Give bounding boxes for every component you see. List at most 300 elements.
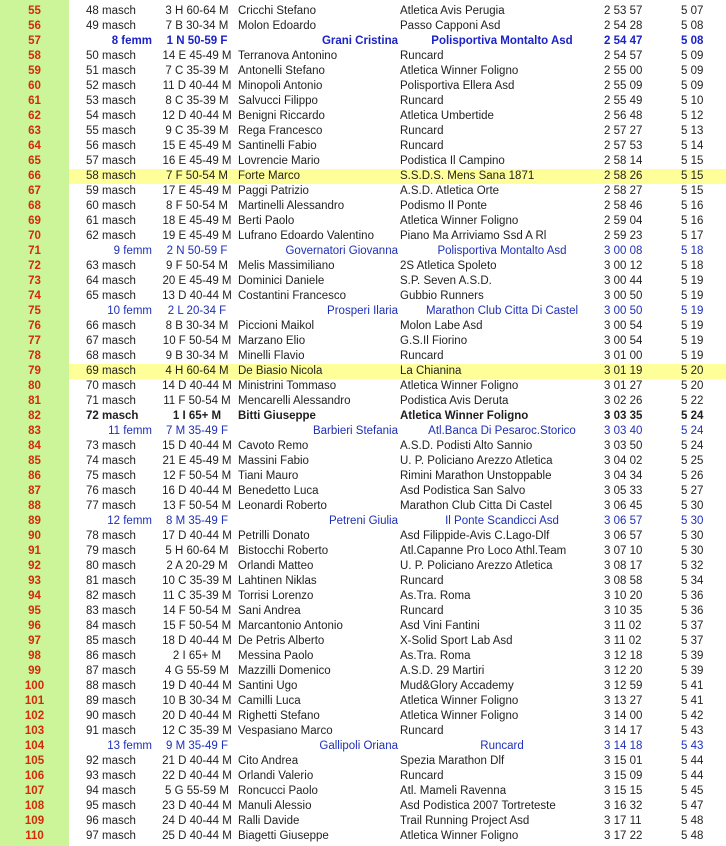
pace-per-km: 5 39 <box>681 650 704 662</box>
club-name: Atletica Winner Foligno <box>400 710 519 722</box>
finish-time: 2 58 14 <box>604 155 643 167</box>
athlete-name: Antonelli Stefano <box>238 65 325 77</box>
gender-rank: 61 masch <box>86 215 136 227</box>
overall-position: 100 <box>24 680 45 692</box>
category-rank: 7 C 35-39 M <box>165 65 229 77</box>
category-rank: 12 F 50-54 M <box>162 470 232 482</box>
table-row <box>0 799 726 814</box>
athlete-name: Salvucci Filippo <box>238 95 318 107</box>
athlete-name: Benigni Riccardo <box>238 110 325 122</box>
table-row <box>0 34 726 49</box>
pace-per-km: 5 24 <box>681 410 704 422</box>
table-row <box>0 154 726 169</box>
overall-position: 64 <box>28 140 41 152</box>
finish-time: 3 04 34 <box>604 470 643 482</box>
table-row <box>0 379 726 394</box>
pace-per-km: 5 32 <box>681 560 704 572</box>
club-name: X-Solid Sport Lab Asd <box>400 635 513 647</box>
category-rank: 2 L 20-34 F <box>167 305 227 317</box>
finish-time: 3 00 12 <box>604 260 643 272</box>
athlete-name: Orlandi Matteo <box>238 560 314 572</box>
table-row <box>0 694 726 709</box>
gender-rank: 12 femm <box>107 515 152 527</box>
category-rank: 12 D 40-44 M <box>162 110 232 122</box>
category-rank: 16 E 45-49 M <box>162 155 232 167</box>
category-rank: 17 E 45-49 M <box>162 185 232 197</box>
athlete-name: Prosperi Ilaria <box>327 305 398 317</box>
club-name: Atletica Winner Foligno <box>400 65 519 77</box>
category-rank: 9 B 30-34 M <box>165 350 229 362</box>
finish-time: 3 00 54 <box>604 320 643 332</box>
athlete-name: Dominici Daniele <box>238 275 325 287</box>
athlete-name: Martinelli Alessandro <box>238 200 345 212</box>
overall-position: 85 <box>28 455 41 467</box>
table-row <box>0 754 726 769</box>
category-rank: 20 D 40-44 M <box>162 710 232 722</box>
category-rank: 14 E 45-49 M <box>162 50 232 62</box>
table-row <box>0 79 726 94</box>
gender-rank: 87 masch <box>86 665 136 677</box>
athlete-name: De Biasio Nicola <box>238 365 323 377</box>
overall-position: 68 <box>28 200 41 212</box>
gender-rank: 9 femm <box>113 245 152 257</box>
finish-time: 3 10 20 <box>604 590 643 602</box>
overall-position: 102 <box>24 710 45 722</box>
category-rank: 24 D 40-44 M <box>162 815 232 827</box>
category-rank: 8 F 50-54 M <box>166 200 228 212</box>
finish-time: 2 59 23 <box>604 230 643 242</box>
athlete-name: Berti Paolo <box>238 215 295 227</box>
club-name: Molon Labe Asd <box>400 320 483 332</box>
gender-rank: 72 masch <box>86 410 139 422</box>
table-row <box>0 679 726 694</box>
gender-rank: 95 masch <box>86 800 136 812</box>
club-name: U. P. Policiano Arezzo Atletica <box>400 455 553 467</box>
club-name: Atl.Banca Di Pesaroc.Storico <box>428 425 576 437</box>
gender-rank: 55 masch <box>86 125 136 137</box>
club-name: As.Tra. Roma <box>400 650 471 662</box>
overall-position: 104 <box>24 740 45 752</box>
finish-time: 2 54 57 <box>604 50 643 62</box>
pace-per-km: 5 48 <box>681 815 704 827</box>
athlete-name: Cavoto Remo <box>238 440 309 452</box>
overall-position: 95 <box>28 605 41 617</box>
pace-per-km: 5 10 <box>681 95 704 107</box>
athlete-name: Molon Edoardo <box>238 20 316 32</box>
club-name: Spezia Marathon Dlf <box>400 755 505 767</box>
table-row <box>0 349 726 364</box>
category-rank: 10 B 30-34 M <box>162 695 232 707</box>
finish-time: 3 14 00 <box>604 710 643 722</box>
pace-per-km: 5 24 <box>681 440 704 452</box>
athlete-name: Cito Andrea <box>238 755 299 767</box>
club-name: Runcard <box>400 725 444 737</box>
gender-rank: 66 masch <box>86 320 136 332</box>
table-row <box>0 394 726 409</box>
club-name: As.Tra. Roma <box>400 590 471 602</box>
overall-position: 70 <box>28 230 41 242</box>
pace-per-km: 5 17 <box>681 230 704 242</box>
gender-rank: 94 masch <box>86 785 136 797</box>
gender-rank: 50 masch <box>86 50 136 62</box>
category-rank: 11 F 50-54 M <box>163 395 231 407</box>
club-name: Atletica Winner Foligno <box>400 410 529 422</box>
club-name: Gubbio Runners <box>400 290 484 302</box>
category-rank: 15 E 45-49 M <box>162 140 232 152</box>
finish-time: 3 05 33 <box>604 485 643 497</box>
finish-time: 2 57 53 <box>604 140 643 152</box>
club-name: Runcard <box>400 95 444 107</box>
overall-position: 97 <box>28 635 41 647</box>
athlete-name: Barbieri Stefania <box>312 425 398 437</box>
club-name: Rimini Marathon Unstoppable <box>400 470 552 482</box>
club-name: Atletica Umbertide <box>400 110 494 122</box>
table-row <box>0 709 726 724</box>
athlete-name: Orlandi Valerio <box>238 770 314 782</box>
club-name: Atl. Mameli Ravenna <box>400 785 507 797</box>
category-rank: 4 H 60-64 M <box>165 365 229 377</box>
athlete-name: Forte Marco <box>238 170 300 182</box>
category-rank: 2 I 65+ M <box>172 650 222 662</box>
finish-time: 3 00 50 <box>604 290 643 302</box>
pace-per-km: 5 24 <box>681 425 704 437</box>
overall-position: 83 <box>28 425 41 437</box>
pace-per-km: 5 47 <box>681 800 704 812</box>
gender-rank: 57 masch <box>86 155 136 167</box>
gender-rank: 48 masch <box>86 5 136 17</box>
overall-position: 72 <box>28 260 41 272</box>
finish-time: 3 07 10 <box>604 545 643 557</box>
athlete-name: Sani Andrea <box>238 605 301 617</box>
finish-time: 3 01 00 <box>604 350 643 362</box>
gender-rank: 83 masch <box>86 605 136 617</box>
overall-position: 84 <box>28 440 41 452</box>
pace-per-km: 5 44 <box>681 755 704 767</box>
finish-time: 2 57 27 <box>604 125 643 137</box>
club-name: Atletica Winner Foligno <box>400 830 519 842</box>
finish-time: 3 12 59 <box>604 680 643 692</box>
finish-time: 3 08 58 <box>604 575 643 587</box>
table-row <box>0 139 726 154</box>
pace-per-km: 5 36 <box>681 605 704 617</box>
category-rank: 23 D 40-44 M <box>162 800 232 812</box>
pace-per-km: 5 12 <box>681 110 704 122</box>
finish-time: 2 53 57 <box>604 5 643 17</box>
pace-per-km: 5 19 <box>681 320 704 332</box>
athlete-name: Santini Ugo <box>238 680 298 692</box>
overall-position: 67 <box>28 185 41 197</box>
category-rank: 7 F 50-54 M <box>166 170 228 182</box>
athlete-name: Messina Paolo <box>238 650 314 662</box>
gender-rank: 62 masch <box>86 230 136 242</box>
pace-per-km: 5 41 <box>681 680 704 692</box>
club-name: A.S.D. Atletica Orte <box>400 185 500 197</box>
table-row <box>0 274 726 289</box>
overall-position: 101 <box>24 695 45 707</box>
gender-rank: 90 masch <box>86 710 136 722</box>
pace-per-km: 5 45 <box>681 785 704 797</box>
overall-position: 76 <box>28 320 41 332</box>
table-row <box>0 199 726 214</box>
finish-time: 3 17 11 <box>604 815 642 827</box>
athlete-name: Paggi Patrizio <box>238 185 309 197</box>
category-rank: 1 N 50-59 F <box>166 35 228 47</box>
table-row <box>0 319 726 334</box>
club-name: Mud&Glory Accademy <box>400 680 514 692</box>
finish-time: 2 54 28 <box>604 20 643 32</box>
category-rank: 9 F 50-54 M <box>166 260 228 272</box>
gender-rank: 92 masch <box>86 755 136 767</box>
club-name: Marathon Club Citta Di Castel <box>425 305 579 317</box>
pace-per-km: 5 19 <box>681 335 704 347</box>
pace-per-km: 5 09 <box>681 50 704 62</box>
pace-per-km: 5 27 <box>681 485 704 497</box>
finish-time: 3 00 50 <box>604 305 643 317</box>
overall-position: 58 <box>28 50 41 62</box>
category-rank: 7 M 35-49 F <box>166 425 228 437</box>
table-row <box>0 574 726 589</box>
gender-rank: 82 masch <box>86 590 136 602</box>
category-rank: 12 C 35-39 M <box>162 725 232 737</box>
club-name: A.S.D. Podisti Alto Sannio <box>400 440 533 452</box>
club-name: Atletica Winner Foligno <box>400 215 519 227</box>
club-name: Passo Capponi Asd <box>400 20 501 32</box>
table-row <box>0 724 726 739</box>
table-row <box>0 649 726 664</box>
finish-time: 3 11 02 <box>604 620 642 632</box>
table-row <box>0 304 726 319</box>
club-name: G.S.Il Fiorino <box>400 335 468 347</box>
gender-rank: 76 masch <box>86 485 136 497</box>
finish-time: 2 55 49 <box>604 95 643 107</box>
overall-position: 105 <box>24 755 45 767</box>
gender-rank: 60 masch <box>86 200 136 212</box>
category-rank: 20 E 45-49 M <box>162 275 232 287</box>
club-name: Piano Ma Arriviamo Ssd A Rl <box>400 230 547 242</box>
finish-time: 3 03 50 <box>604 440 643 452</box>
category-rank: 19 E 45-49 M <box>162 230 232 242</box>
overall-position: 80 <box>28 380 41 392</box>
club-name: Runcard <box>400 575 444 587</box>
athlete-name: Leonardi Roberto <box>238 500 327 512</box>
category-rank: 4 G 55-59 M <box>165 665 229 677</box>
gender-rank: 96 masch <box>86 815 136 827</box>
athlete-name: Tiani Mauro <box>238 470 299 482</box>
club-name: Runcard <box>400 770 444 782</box>
gender-rank: 88 masch <box>86 680 136 692</box>
pace-per-km: 5 43 <box>681 740 704 752</box>
table-row <box>0 124 726 139</box>
finish-time: 3 17 22 <box>604 830 643 842</box>
gender-rank: 8 femm <box>111 35 152 47</box>
overall-position: 73 <box>28 275 41 287</box>
finish-time: 3 15 09 <box>604 770 643 782</box>
overall-position: 99 <box>28 665 41 677</box>
category-rank: 18 E 45-49 M <box>162 215 232 227</box>
table-row <box>0 769 726 784</box>
club-name: Asd Vini Fantini <box>400 620 480 632</box>
athlete-name: Grani Cristina <box>321 35 398 47</box>
overall-position: 103 <box>24 725 45 737</box>
overall-position: 96 <box>28 620 41 632</box>
gender-rank: 77 masch <box>86 500 136 512</box>
club-name: Runcard <box>400 350 444 362</box>
athlete-name: Roncucci Paolo <box>238 785 318 797</box>
gender-rank: 97 masch <box>86 830 136 842</box>
table-row <box>0 184 726 199</box>
category-rank: 25 D 40-44 M <box>162 830 232 842</box>
athlete-name: De Petris Alberto <box>238 635 325 647</box>
gender-rank: 86 masch <box>86 650 136 662</box>
pace-per-km: 5 19 <box>681 305 704 317</box>
club-name: Polisportiva Montalto Asd <box>437 245 567 257</box>
table-row <box>0 424 726 439</box>
club-name: Podistica Il Campino <box>400 155 505 167</box>
finish-time: 3 01 27 <box>604 380 643 392</box>
category-rank: 16 D 40-44 M <box>162 485 232 497</box>
overall-position: 82 <box>28 410 41 422</box>
pace-per-km: 5 39 <box>681 665 704 677</box>
table-row <box>0 544 726 559</box>
gender-rank: 68 masch <box>86 350 136 362</box>
gender-rank: 67 masch <box>86 335 136 347</box>
athlete-name: Manuli Alessio <box>238 800 312 812</box>
finish-time: 2 54 47 <box>604 35 643 47</box>
gender-rank: 91 masch <box>86 725 136 737</box>
finish-time: 3 10 35 <box>604 605 643 617</box>
category-rank: 5 G 55-59 M <box>165 785 229 797</box>
athlete-name: Rega Francesco <box>238 125 323 137</box>
athlete-name: Ministrini Tommaso <box>238 380 337 392</box>
athlete-name: Lahtinen Niklas <box>238 575 317 587</box>
gender-rank: 59 masch <box>86 185 136 197</box>
overall-position: 86 <box>28 470 41 482</box>
table-row <box>0 454 726 469</box>
club-name: Atletica Winner Foligno <box>400 695 519 707</box>
table-row <box>0 49 726 64</box>
club-name: Runcard <box>400 125 444 137</box>
athlete-name: Bitti Giuseppe <box>238 410 316 422</box>
athlete-name: Petrilli Donato <box>238 530 310 542</box>
overall-position: 91 <box>28 545 41 557</box>
table-row <box>0 409 726 424</box>
pace-per-km: 5 30 <box>681 500 704 512</box>
table-row <box>0 604 726 619</box>
category-rank: 9 M 35-49 F <box>166 740 228 752</box>
pace-per-km: 5 43 <box>681 725 704 737</box>
category-rank: 15 D 40-44 M <box>162 440 232 452</box>
athlete-name: Piccioni Maikol <box>238 320 315 332</box>
table-row <box>0 334 726 349</box>
finish-time: 3 15 15 <box>604 785 643 797</box>
gender-rank: 51 masch <box>86 65 136 77</box>
finish-time: 3 00 54 <box>604 335 643 347</box>
overall-position: 79 <box>28 365 41 377</box>
table-row <box>0 214 726 229</box>
overall-position: 65 <box>28 155 41 167</box>
overall-position: 61 <box>28 95 41 107</box>
gender-rank: 54 masch <box>86 110 136 122</box>
overall-position: 87 <box>28 485 41 497</box>
athlete-name: Torrisi Lorenzo <box>238 590 314 602</box>
category-rank: 13 D 40-44 M <box>162 290 232 302</box>
pace-per-km: 5 22 <box>681 395 704 407</box>
gender-rank: 64 masch <box>86 275 136 287</box>
athlete-name: Camilli Luca <box>238 695 301 707</box>
athlete-name: Mencarelli Alessandro <box>238 395 351 407</box>
overall-position: 66 <box>28 170 41 182</box>
pace-per-km: 5 20 <box>681 380 704 392</box>
category-rank: 8 C 35-39 M <box>165 95 229 107</box>
club-name: La Chianina <box>400 365 462 377</box>
pace-per-km: 5 41 <box>681 695 704 707</box>
category-rank: 13 F 50-54 M <box>162 500 232 512</box>
pace-per-km: 5 15 <box>681 185 704 197</box>
category-rank: 2 A 20-29 M <box>166 560 228 572</box>
pace-per-km: 5 13 <box>681 125 704 137</box>
pace-per-km: 5 20 <box>681 365 704 377</box>
athlete-name: Minelli Flavio <box>238 350 305 362</box>
athlete-name: Massini Fabio <box>238 455 309 467</box>
finish-time: 3 03 35 <box>604 410 643 422</box>
club-name: Atl.Capanne Pro Loco Athl.Team <box>400 545 567 557</box>
category-rank: 22 D 40-44 M <box>162 770 232 782</box>
pace-per-km: 5 19 <box>681 290 704 302</box>
table-row <box>0 244 726 259</box>
overall-position: 60 <box>28 80 41 92</box>
table-row <box>0 109 726 124</box>
overall-position: 74 <box>28 290 41 302</box>
gender-rank: 93 masch <box>86 770 136 782</box>
overall-position: 75 <box>28 305 41 317</box>
table-row <box>0 619 726 634</box>
overall-position: 98 <box>28 650 41 662</box>
club-name: Polisportiva Montalto Asd <box>431 35 573 47</box>
club-name: Podismo Il Ponte <box>400 200 487 212</box>
athlete-name: Lufrano Edoardo Valentino <box>238 230 374 242</box>
category-rank: 5 H 60-64 M <box>165 545 229 557</box>
athlete-name: Gallipoli Oriana <box>319 740 398 752</box>
gender-rank: 75 masch <box>86 470 136 482</box>
pace-per-km: 5 07 <box>681 5 704 17</box>
gender-rank: 81 masch <box>86 575 136 587</box>
overall-position: 93 <box>28 575 41 587</box>
finish-time: 3 06 57 <box>604 515 643 527</box>
finish-time: 2 58 46 <box>604 200 643 212</box>
overall-position: 108 <box>24 800 45 812</box>
gender-rank: 53 masch <box>86 95 136 107</box>
table-row <box>0 499 726 514</box>
athlete-name: Righetti Stefano <box>238 710 320 722</box>
finish-time: 3 11 02 <box>604 635 642 647</box>
category-rank: 21 D 40-44 M <box>162 755 232 767</box>
club-name: Polisportiva Ellera Asd <box>400 80 515 92</box>
club-name: Marathon Club Citta Di Castel <box>400 500 553 512</box>
club-name: Runcard <box>400 50 444 62</box>
category-rank: 1 I 65+ M <box>172 410 222 422</box>
category-rank: 17 D 40-44 M <box>162 530 232 542</box>
pace-per-km: 5 19 <box>681 275 704 287</box>
overall-position: 109 <box>24 815 45 827</box>
pace-per-km: 5 37 <box>681 635 704 647</box>
finish-time: 3 01 19 <box>604 365 643 377</box>
overall-position: 106 <box>24 770 45 782</box>
finish-time: 3 06 45 <box>604 500 643 512</box>
finish-time: 3 03 40 <box>604 425 643 437</box>
finish-time: 2 58 27 <box>604 185 643 197</box>
category-rank: 19 D 40-44 M <box>162 680 232 692</box>
gender-rank: 70 masch <box>86 380 136 392</box>
